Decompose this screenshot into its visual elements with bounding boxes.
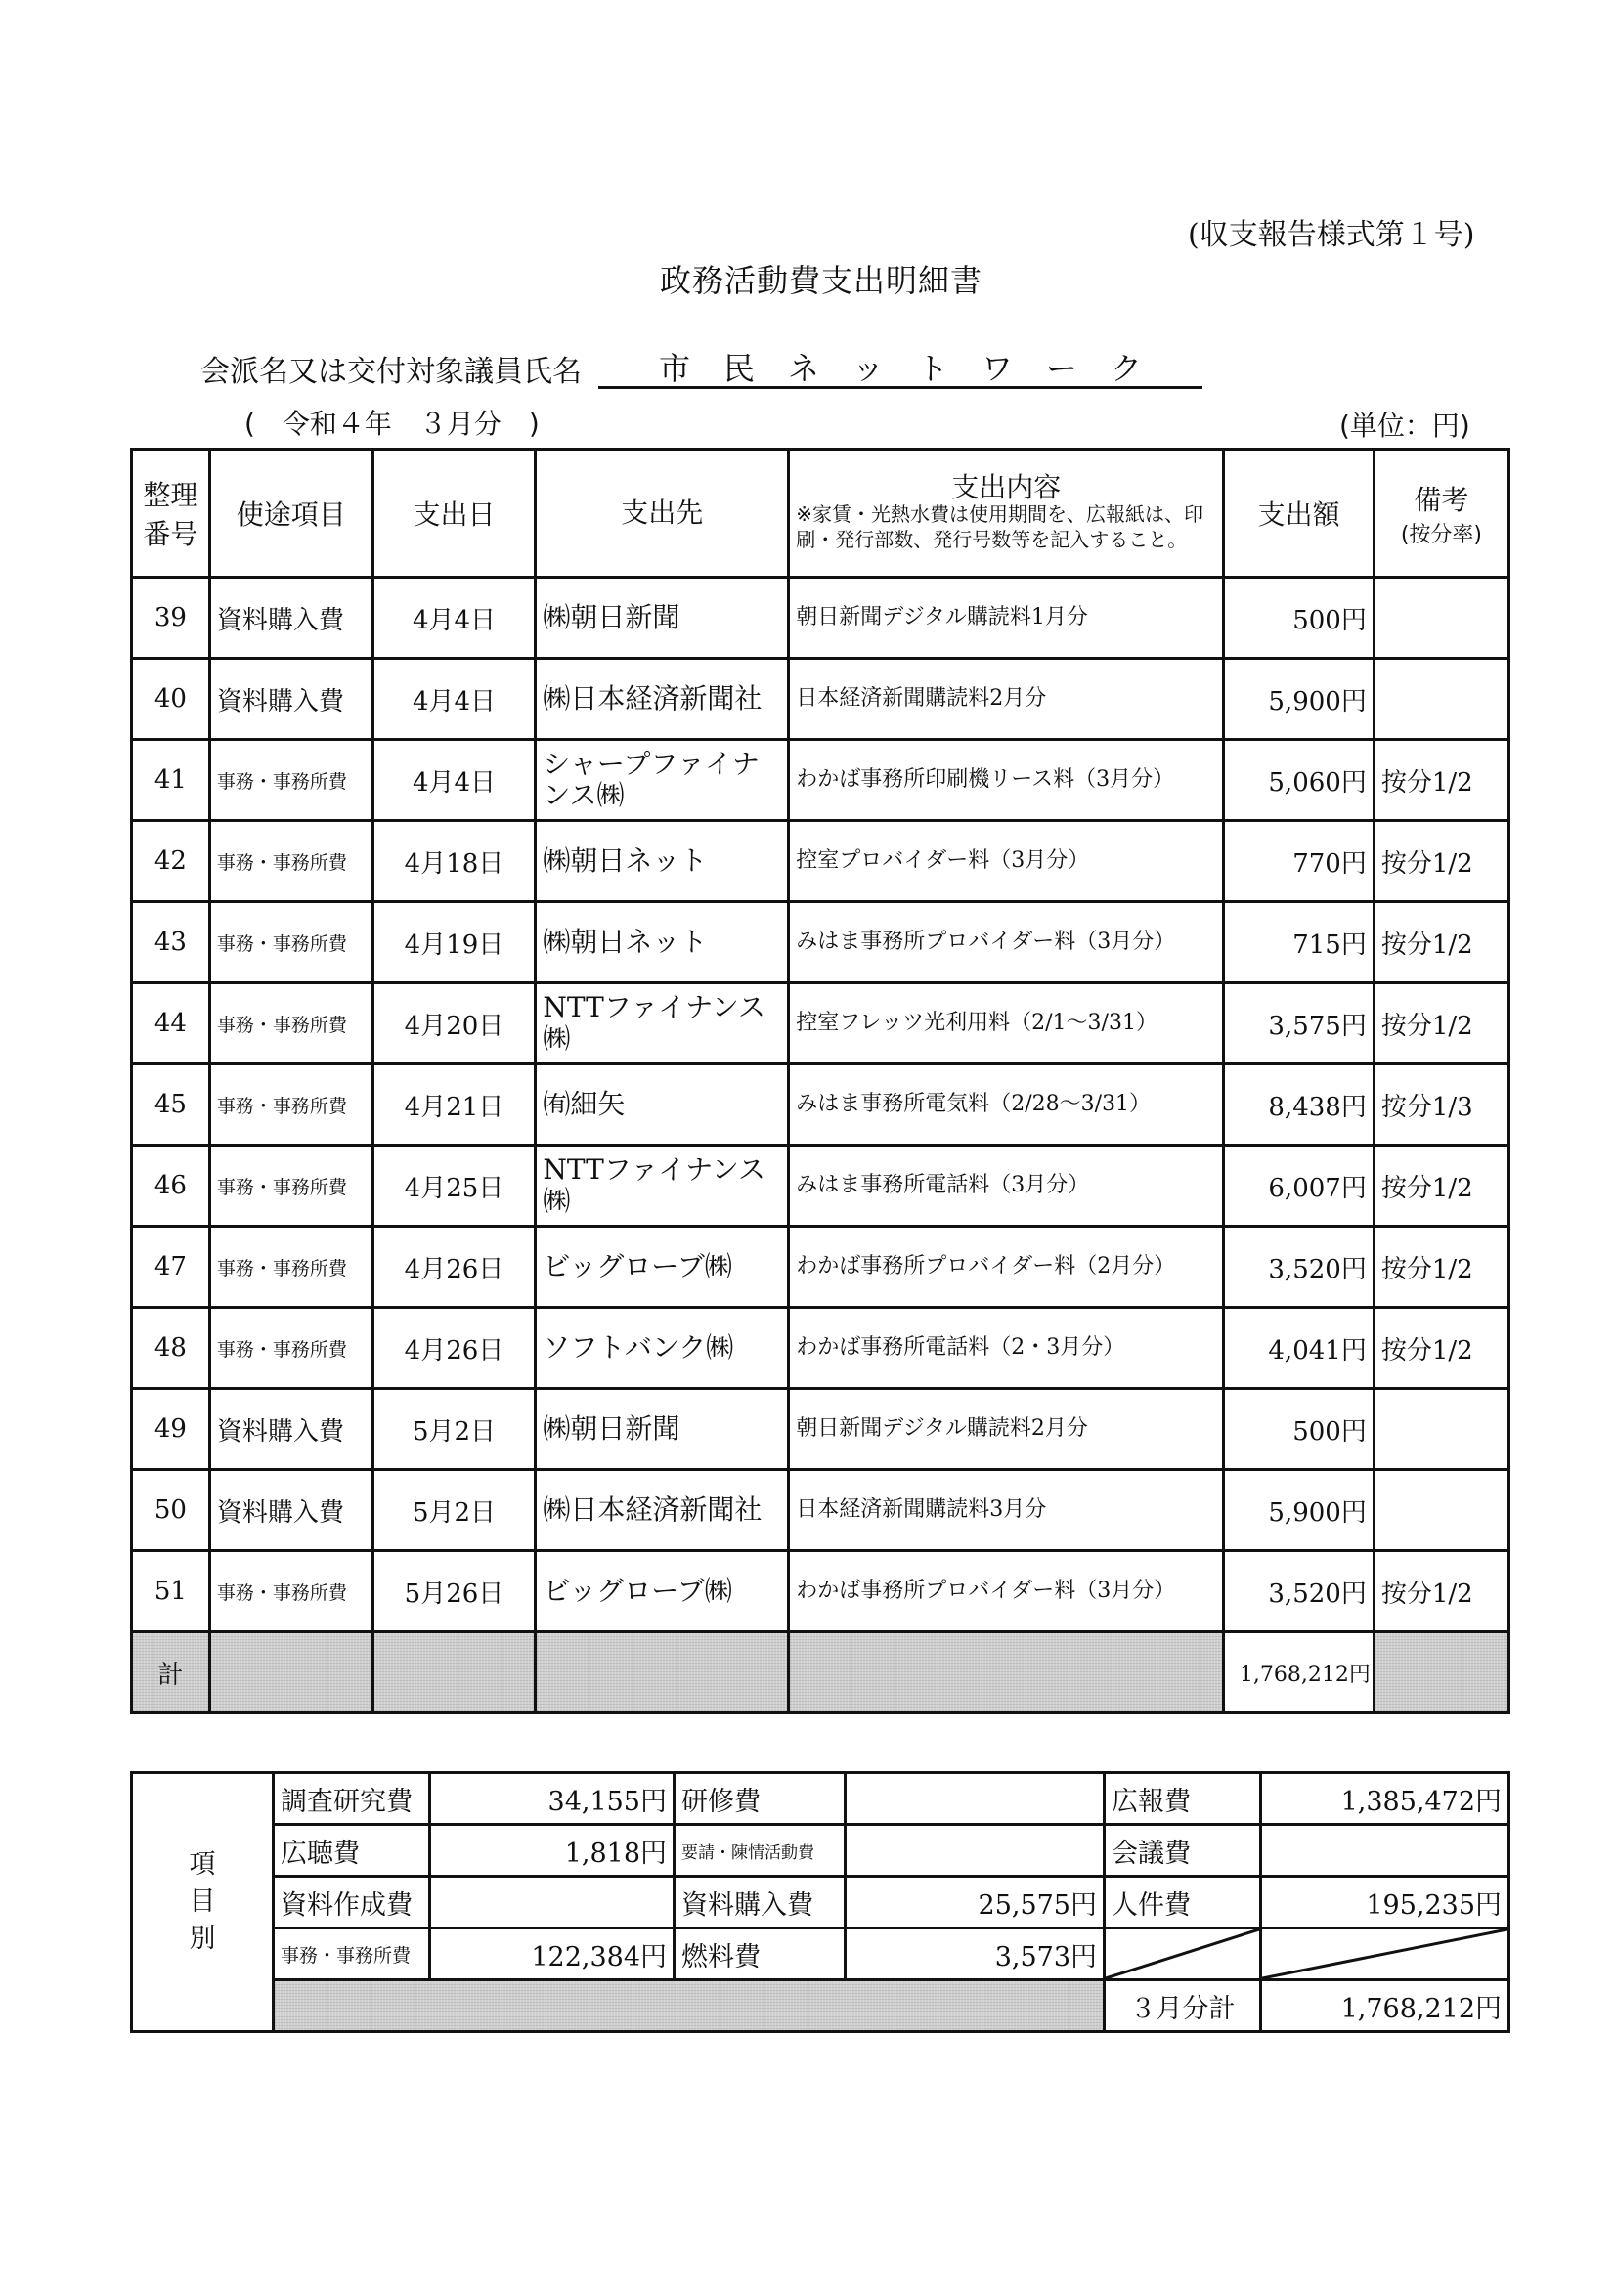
total-row: [132, 1632, 1509, 1713]
col-header-use: 使途項目: [209, 450, 372, 578]
desc-instruction: ※家賃・光熱水費は使用期間を、広報紙は、印刷・発行部数、発行号数等を記入すること。: [796, 502, 1204, 551]
summary-value: 122,384円: [430, 1928, 675, 1980]
row-amount: 3,520円: [1224, 1227, 1374, 1308]
diagonal-empty-cell: [1261, 1928, 1509, 1980]
diagonal-empty-cell: [1105, 1928, 1261, 1980]
row-amount: 715円: [1224, 902, 1374, 983]
row-note: 按分1/2: [1374, 1551, 1508, 1632]
row-no: 40: [132, 659, 210, 740]
row-date: 5月2日: [372, 1389, 536, 1470]
table-row: [132, 578, 1509, 659]
row-amount: 8,438円: [1224, 1064, 1374, 1146]
row-amount: 6,007円: [1224, 1146, 1374, 1227]
row-use: 事務・事務所費: [209, 1227, 372, 1308]
row-date: 4月26日: [372, 1227, 536, 1308]
col-header-amount: 支出額: [1224, 450, 1374, 578]
col-header-date: 支出日: [372, 450, 536, 578]
row-amount: 5,060円: [1224, 740, 1374, 821]
row-use: 事務・事務所費: [209, 1551, 372, 1632]
row-note: 按分1/2: [1374, 983, 1508, 1064]
summary-side-label: [132, 1773, 274, 2032]
col-header-payee: 支出先: [536, 450, 789, 578]
table-row: [132, 659, 1509, 740]
summary-label: 資料作成費: [274, 1877, 430, 1928]
category-summary-table: [130, 1771, 1510, 2033]
table-row: [132, 740, 1509, 821]
row-no: 45: [132, 1064, 210, 1146]
row-payee: ㈱朝日ネット: [536, 821, 789, 902]
shaded-cell: [372, 1632, 536, 1713]
org-label: 会派名又は交付対象議員氏名: [200, 355, 582, 389]
month-total-label: ３月分計: [1105, 1980, 1261, 2032]
row-use: 事務・事務所費: [209, 740, 372, 821]
report-period: ( 令和４年 ３月分 ): [244, 408, 540, 440]
row-use: 事務・事務所費: [209, 902, 372, 983]
row-no: 50: [132, 1470, 210, 1551]
row-amount: 3,575円: [1224, 983, 1374, 1064]
row-desc: 日本経済新聞購読料3月分: [789, 1470, 1224, 1551]
row-note: 按分1/3: [1374, 1064, 1508, 1146]
diagonal-line-icon: [1106, 1929, 1259, 1978]
row-note: 按分1/2: [1374, 1146, 1508, 1227]
row-no: 48: [132, 1308, 210, 1389]
row-payee: ㈱朝日ネット: [536, 902, 789, 983]
table-row: [132, 821, 1509, 902]
summary-label: 資料購入費: [675, 1877, 846, 1928]
row-note: [1374, 578, 1508, 659]
summary-label: 人件費: [1105, 1877, 1261, 1928]
summary-value: 3,573円: [846, 1928, 1105, 1980]
row-use: 資料購入費: [209, 659, 372, 740]
summary-value: [430, 1877, 675, 1928]
row-date: 4月4日: [372, 578, 536, 659]
row-desc: 控室プロバイダー料（3月分）: [789, 821, 1224, 902]
total-label: 計: [132, 1632, 210, 1713]
row-use: 資料購入費: [209, 578, 372, 659]
table-row: [132, 1146, 1509, 1227]
table-row: [132, 1308, 1509, 1389]
note-title: 備考: [1414, 483, 1469, 516]
row-no: 47: [132, 1227, 210, 1308]
expense-table: [130, 448, 1510, 1714]
row-desc: わかば事務所プロバイダー料（2月分）: [789, 1227, 1224, 1308]
table-row: [132, 1227, 1509, 1308]
summary-label: 調査研究費: [274, 1773, 430, 1825]
row-amount: 3,520円: [1224, 1551, 1374, 1632]
row-note: 按分1/2: [1374, 902, 1508, 983]
row-desc: 控室フレッツ光利用料（2/1～3/31）: [789, 983, 1224, 1064]
summary-value: [1261, 1825, 1509, 1877]
row-desc: 日本経済新聞購読料2月分: [789, 659, 1224, 740]
row-date: 4月18日: [372, 821, 536, 902]
unit-label: (単位：円): [1339, 410, 1470, 442]
row-use: 事務・事務所費: [209, 1308, 372, 1389]
row-use: 事務・事務所費: [209, 983, 372, 1064]
row-desc: みはま事務所プロバイダー料（3月分）: [789, 902, 1224, 983]
shaded-cell: [274, 1980, 1105, 2032]
row-no: 46: [132, 1146, 210, 1227]
row-desc: みはま事務所電気料（2/28～3/31）: [789, 1064, 1224, 1146]
desc-title: 支出内容: [951, 471, 1062, 503]
row-no: 42: [132, 821, 210, 902]
summary-value: 25,575円: [846, 1877, 1105, 1928]
row-no: 39: [132, 578, 210, 659]
row-date: 5月26日: [372, 1551, 536, 1632]
diagonal-line-icon: [1262, 1929, 1507, 1978]
row-date: 5月2日: [372, 1470, 536, 1551]
summary-value: [846, 1773, 1105, 1825]
row-date: 4月19日: [372, 902, 536, 983]
row-date: 4月25日: [372, 1146, 536, 1227]
month-total-value: 1,768,212円: [1261, 1980, 1509, 2032]
table-row: [132, 983, 1509, 1064]
row-desc: わかば事務所プロバイダー料（3月分）: [789, 1551, 1224, 1632]
row-note: 按分1/2: [1374, 740, 1508, 821]
summary-label: 要請・陳情活動費: [675, 1825, 846, 1877]
row-note: [1374, 1389, 1508, 1470]
shaded-cell: [789, 1632, 1224, 1713]
row-payee: ㈱日本経済新聞社: [536, 659, 789, 740]
row-note: [1374, 659, 1508, 740]
row-amount: 500円: [1224, 578, 1374, 659]
summary-value: 195,235円: [1261, 1877, 1509, 1928]
row-desc: わかば事務所印刷機リース料（3月分）: [789, 740, 1224, 821]
summary-label: 広聴費: [274, 1825, 430, 1877]
table-row: [132, 1551, 1509, 1632]
row-desc: わかば事務所電話料（2・3月分）: [789, 1308, 1224, 1389]
row-payee: ㈱朝日新聞: [536, 1389, 789, 1470]
row-payee: NTTファイナンス㈱: [536, 983, 789, 1064]
summary-label: 事務・事務所費: [274, 1928, 430, 1980]
row-use: 事務・事務所費: [209, 821, 372, 902]
row-note: 按分1/2: [1374, 821, 1508, 902]
table-row: [132, 902, 1509, 983]
row-payee: ビッグローブ㈱: [536, 1227, 789, 1308]
summary-value: 1,818円: [430, 1825, 675, 1877]
row-use: 資料購入費: [209, 1470, 372, 1551]
summary-value: [846, 1825, 1105, 1877]
row-amount: 4,041円: [1224, 1308, 1374, 1389]
summary-label: 会議費: [1105, 1825, 1261, 1877]
row-amount: 770円: [1224, 821, 1374, 902]
row-date: 4月26日: [372, 1308, 536, 1389]
shaded-cell: [536, 1632, 789, 1713]
summary-label: 研修費: [675, 1773, 846, 1825]
row-date: 4月21日: [372, 1064, 536, 1146]
row-desc: 朝日新聞デジタル購読料1月分: [789, 578, 1224, 659]
summary-side-text: 項 目 別: [189, 1849, 216, 1954]
row-no: 49: [132, 1389, 210, 1470]
row-note: 按分1/2: [1374, 1227, 1508, 1308]
row-payee: ㈱朝日新聞: [536, 578, 789, 659]
document-title: 政務活動費支出明細書: [660, 262, 983, 299]
summary-label: 燃料費: [675, 1928, 846, 1980]
row-desc: 朝日新聞デジタル購読料2月分: [789, 1389, 1224, 1470]
table-row: [132, 1064, 1509, 1146]
row-payee: NTTファイナンス㈱: [536, 1146, 789, 1227]
form-number: (収支報告様式第１号): [1188, 218, 1475, 252]
row-date: 4月4日: [372, 740, 536, 821]
summary-label: 広報費: [1105, 1773, 1261, 1825]
row-no: 51: [132, 1551, 210, 1632]
summary-value: 1,385,472円: [1261, 1773, 1509, 1825]
row-desc: みはま事務所電話料（3月分）: [789, 1146, 1224, 1227]
row-note: 按分1/2: [1374, 1308, 1508, 1389]
row-payee: ソフトバンク㈱: [536, 1308, 789, 1389]
row-payee: ビッグローブ㈱: [536, 1551, 789, 1632]
row-use: 資料購入費: [209, 1389, 372, 1470]
table-row: [132, 1470, 1509, 1551]
col-header-no: 整理番号: [132, 450, 210, 578]
row-amount: 5,900円: [1224, 659, 1374, 740]
row-payee: シャープファイナンス㈱: [536, 740, 789, 821]
row-no: 43: [132, 902, 210, 983]
row-note: [1374, 1470, 1508, 1551]
table-row: [132, 1389, 1509, 1470]
row-use: 事務・事務所費: [209, 1146, 372, 1227]
row-payee: ㈲細矢: [536, 1064, 789, 1146]
total-amount: 1,768,212円: [1224, 1632, 1374, 1713]
col-header-note: [1374, 450, 1508, 578]
col-header-desc: [789, 450, 1224, 578]
row-no: 44: [132, 983, 210, 1064]
row-date: 4月20日: [372, 983, 536, 1064]
note-subtitle: (按分率): [1400, 522, 1482, 547]
table-header-row: [132, 450, 1509, 578]
summary-value: 34,155円: [430, 1773, 675, 1825]
row-date: 4月4日: [372, 659, 536, 740]
row-use: 事務・事務所費: [209, 1064, 372, 1146]
shaded-cell: [209, 1632, 372, 1713]
org-name: 市民ネットワーク: [598, 344, 1202, 389]
shaded-cell: [1374, 1632, 1508, 1713]
row-amount: 5,900円: [1224, 1470, 1374, 1551]
row-amount: 500円: [1224, 1389, 1374, 1470]
row-payee: ㈱日本経済新聞社: [536, 1470, 789, 1551]
row-no: 41: [132, 740, 210, 821]
